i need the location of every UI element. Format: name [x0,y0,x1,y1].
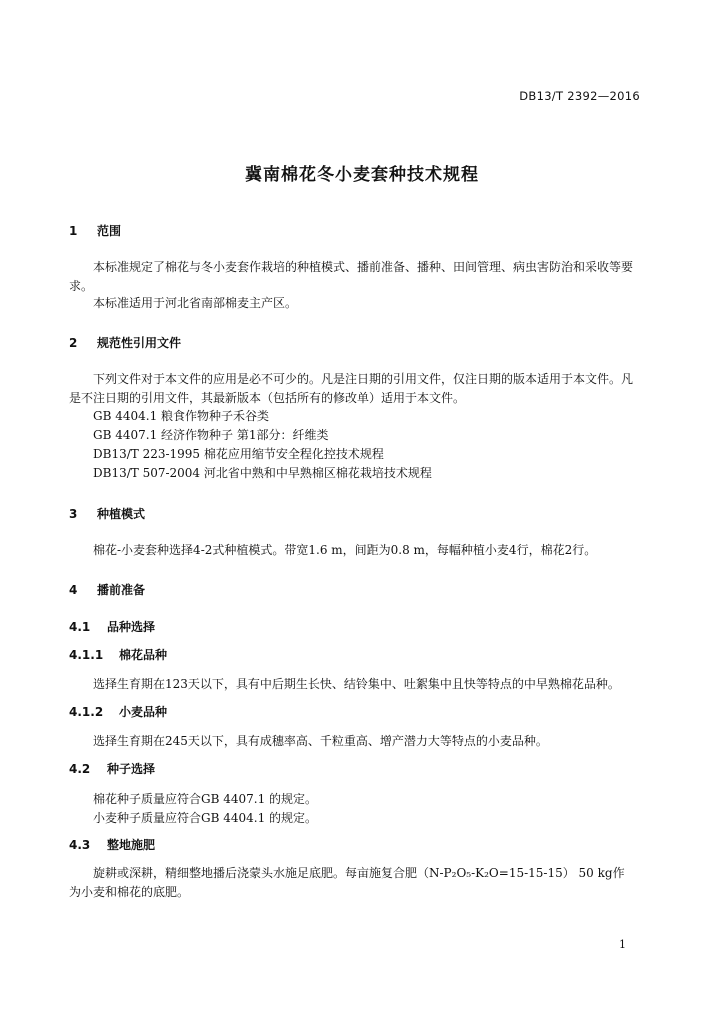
section-4-1-1-paragraph: 选择生育期在123天以下，具有中后期生长快、结铃集中、吐絮集中且快等特点的中早熟棉花品种。 [93,677,620,691]
section-title: 播前准备 [97,583,146,597]
section-4-1-heading [69,618,155,635]
section-3-paragraph-1: 棉花-小麦套种选择4-2式种植模式。带宽1.6 m，间距为0.8 m，每幅种植小麦4行，棉花2行。 [93,543,597,557]
section-number: 1 [69,224,78,238]
section-4-heading [69,581,145,598]
section-title: 品种选择 [107,620,156,634]
section-number: 4.1.2 [69,705,104,719]
section-number: 3 [69,507,78,521]
section-4-3-heading [69,836,155,853]
reference-item: DB13/T 507-2004 河北省中熟和中早熟棉区棉花栽培技术规程 [93,466,432,480]
section-2-paragraph-1: 下列文件对于本文件的应用是必不可少的。凡是注日期的引用文件，仅注日期的版本适用于本文件。凡是不注日期的引用文件，其最新版本（包括所有的修改单）适用于本文件。 [69,372,634,405]
page-number: 1 [619,938,626,951]
reference-item: GB 4404.1 粮食作物种子禾谷类 [93,409,270,423]
reference-item: GB 4407.1 经济作物种子 第1部分：纤维类 [93,428,329,442]
section-title: 种植模式 [97,507,146,521]
section-title: 整地施肥 [107,838,156,852]
section-4-2-heading [69,760,155,777]
section-number: 4.3 [69,838,91,852]
section-title: 棉花品种 [119,648,168,662]
reference-item: DB13/T 223-1995 棉花应用缩节安全程化控技术规程 [93,447,384,461]
section-4-1-2-heading [69,703,167,720]
section-4-1-1-heading [69,646,167,663]
section-3-heading [69,505,145,522]
section-number: 4.1 [69,620,91,634]
section-4-2-line-1: 棉花种子质量应符合GB 4407.1 的规定。 [93,792,318,806]
section-number: 4 [69,583,78,597]
section-title: 范围 [97,224,122,238]
section-number: 2 [69,336,78,350]
section-1-heading [69,222,121,239]
document-title: 冀南棉花冬小麦套种技术规程 [245,165,479,185]
section-title: 小麦品种 [119,705,168,719]
section-1-paragraph-2: 本标准适用于河北省南部棉麦主产区。 [93,296,298,310]
section-2-heading [69,334,181,351]
section-1-paragraph-1: 本标准规定了棉花与冬小麦套作栽培的种植模式、播前准备、播种、田间管理、病虫害防治和采收等要求。 [69,260,634,293]
section-number: 4.2 [69,762,91,776]
section-4-1-2-paragraph: 选择生育期在245天以下，具有成穗率高、千粒重高、增产潜力大等特点的小麦品种。 [93,734,548,748]
section-4-3-paragraph: 旋耕或深耕，精细整地播后浇蒙头水施足底肥。每亩施复合肥（N-P₂O₅-K₂O=15-15-15） 50 kg作为小麦和棉花的底肥。 [69,866,625,899]
section-number: 4.1.1 [69,648,104,662]
section-title: 规范性引用文件 [97,336,182,350]
section-title: 种子选择 [107,762,156,776]
section-4-2-line-2: 小麦种子质量应符合GB 4404.1 的规定。 [93,811,318,825]
standard-number: DB13/T 2392—2016 [519,89,640,103]
